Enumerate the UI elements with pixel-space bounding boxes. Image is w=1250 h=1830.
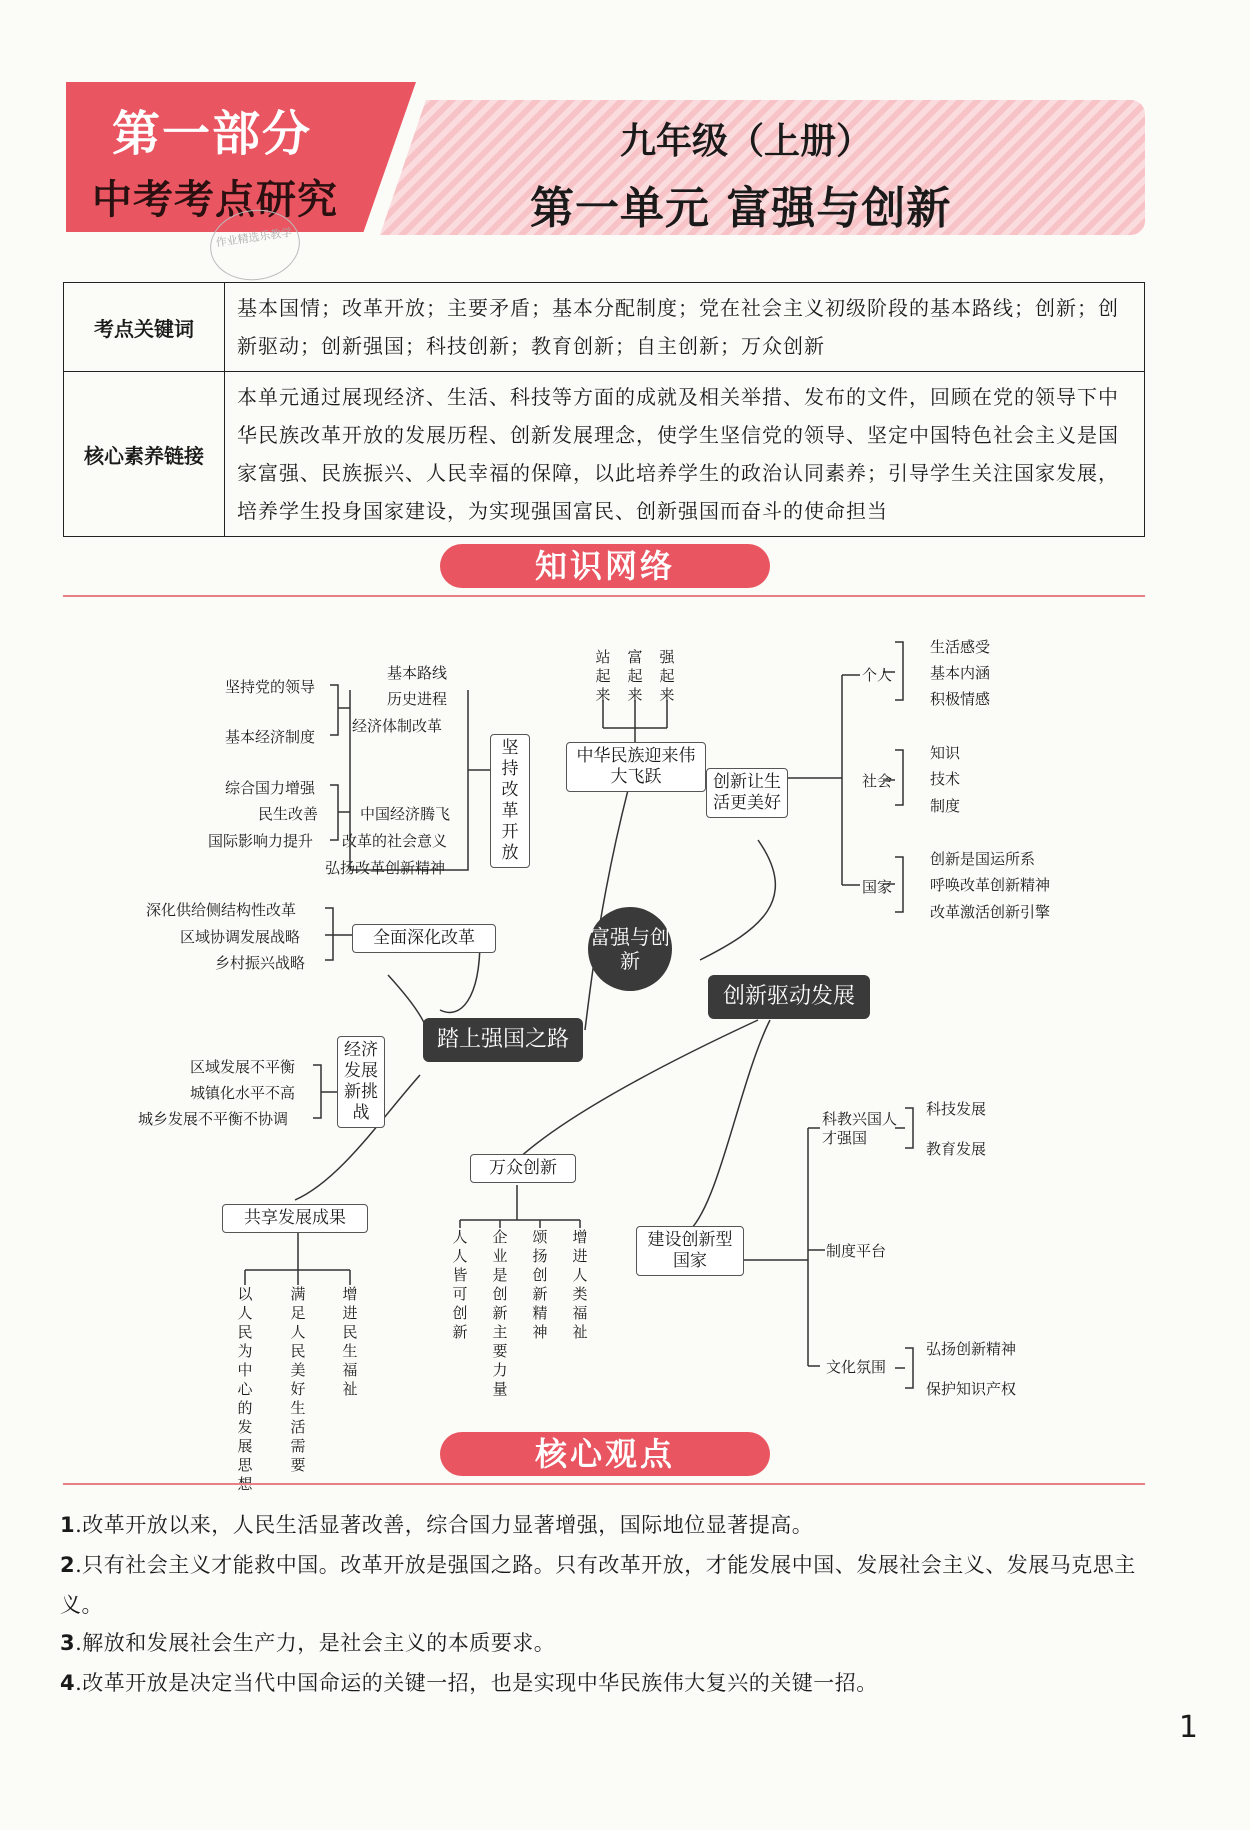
grade-title: 九年级（上册） <box>620 121 873 162</box>
reform-sub-item: 历史进程 <box>387 690 448 708</box>
leap-top-item: 富起来 <box>627 648 643 704</box>
build-box: 建设创新型国家 <box>636 1226 744 1276</box>
literacy-value: 本单元通过展现经济、生活、科技等方面的成就及相关举措、发布的文件，回顾在党的领导下中华民族改革开放的发展历程、创新发展理念，使学生坚信党的领导、坚定中国特色社会主义是国家富强、民族振兴、人民幸福的保障，以此培养学生的政治认同素养；引导学生关注国家发展，培养学生投身国家建设，为实现强国富民、创新强国而奋斗的使命担当 <box>225 372 1145 537</box>
reform-left-item: 国际影响力提升 <box>208 832 314 850</box>
part-title: 第一部分 <box>112 106 313 162</box>
core-point <box>60 1663 1150 1703</box>
build-group-label: 制度平台 <box>826 1242 887 1260</box>
core-point <box>60 1545 1150 1625</box>
reform-sub-item: 基本路线 <box>387 664 448 682</box>
build-item: 教育发展 <box>926 1140 987 1158</box>
page-number: 1 <box>1178 1710 1198 1745</box>
mass-box: 万众创新 <box>470 1154 576 1183</box>
reform-left-item: 综合国力增强 <box>225 779 316 797</box>
life-group-label: 个人 <box>862 666 893 684</box>
life-box: 创新让生活更美好 <box>706 768 788 818</box>
core-point <box>60 1505 1150 1545</box>
deepen-box: 全面深化改革 <box>352 924 496 953</box>
keywords-label: 考点关键词 <box>64 283 225 372</box>
core-point-number: 4 <box>60 1671 76 1695</box>
life-item: 生活感受 <box>930 638 991 656</box>
core-point-text: .改革开放是决定当代中国命运的关键一招，也是实现中华民族伟大复兴的关键一招。 <box>75 1671 878 1695</box>
core-section-title: 核心观点 <box>440 1432 770 1476</box>
share-box: 共享发展成果 <box>222 1204 368 1233</box>
core-point-text: .解放和发展社会生产力，是社会主义的本质要求。 <box>75 1631 556 1655</box>
core-point <box>60 1623 1150 1663</box>
mass-sub-item: 增进人类福祉 <box>572 1228 588 1341</box>
econ-left-item: 城乡发展不平衡不协调 <box>138 1110 289 1128</box>
reform-left-item: 民生改善 <box>258 805 319 823</box>
divider <box>63 1483 1145 1485</box>
econ-left-item: 区域发展不平衡 <box>190 1058 296 1076</box>
leap-box: 中华民族迎来伟大飞跃 <box>566 742 706 792</box>
life-item: 呼唤改革创新精神 <box>930 876 1051 894</box>
build-group-label: 文化氛围 <box>826 1358 887 1376</box>
leap-top-item: 强起来 <box>659 648 675 704</box>
road-node: 踏上强国之路 <box>423 1018 583 1062</box>
deepen-left-item: 乡村振兴战略 <box>215 954 306 972</box>
keywords-value: 基本国情；改革开放；主要矛盾；基本分配制度；党在社会主义初级阶段的基本路线；创新；创新驱动；创新强国；科技创新；教育创新；自主创新；万众创新 <box>225 283 1145 372</box>
reform-sub-item: 弘扬改革创新精神 <box>325 859 446 877</box>
build-group-label: 科教兴国人才强国 <box>822 1110 898 1147</box>
life-group-label: 国家 <box>862 878 893 896</box>
core-point-number: 2 <box>60 1553 76 1577</box>
leap-top-item: 站起来 <box>595 648 611 704</box>
reform-left-item: 坚持党的领导 <box>225 678 316 696</box>
life-item: 积极情感 <box>930 690 991 708</box>
core-point-text: .改革开放以来，人民生活显著改善，综合国力显著增强，国际地位显著提高。 <box>75 1513 814 1537</box>
share-sub-item: 增进民生福祉 <box>342 1285 358 1398</box>
deepen-left-item: 深化供给侧结构性改革 <box>146 901 297 919</box>
core-point-number: 3 <box>60 1631 76 1655</box>
watermark-stamp: 作业精选乐教学 <box>206 204 305 286</box>
life-item: 创新是国运所系 <box>930 850 1036 868</box>
mass-sub-item: 颂扬创新精神 <box>532 1228 548 1341</box>
reform-sub-item: 经济体制改革 <box>352 717 443 735</box>
reform-box: 坚持改革开放 <box>490 734 530 868</box>
life-item: 技术 <box>930 770 961 788</box>
core-point-number: 1 <box>60 1513 76 1537</box>
mass-sub-item: 人人皆可创新 <box>452 1228 468 1341</box>
deepen-left-item: 区域协调发展战略 <box>180 928 301 946</box>
drive-node: 创新驱动发展 <box>708 975 870 1019</box>
literacy-label: 核心素养链接 <box>64 372 225 537</box>
life-item: 基本内涵 <box>930 664 991 682</box>
center-node: 富强与创新 <box>588 907 672 991</box>
life-item: 制度 <box>930 797 961 815</box>
reform-sub-item: 中国经济腾飞 <box>360 805 451 823</box>
mass-sub-item: 企业是创新主要力量 <box>492 1228 508 1398</box>
build-item: 弘扬创新精神 <box>926 1340 1017 1358</box>
life-item: 改革激活创新引擎 <box>930 903 1051 921</box>
reform-sub-item: 改革的社会意义 <box>342 832 448 850</box>
part-subtitle: 中考考点研究 <box>92 177 338 223</box>
econ-box: 经济发展新挑战 <box>337 1036 385 1128</box>
build-item: 科技发展 <box>926 1100 987 1118</box>
reform-left-item: 基本经济制度 <box>225 728 316 746</box>
network-section-title: 知识网络 <box>440 544 770 588</box>
share-sub-item: 满足人民美好生活需要 <box>290 1285 306 1474</box>
share-sub-item: 以人民为中心的发展思想 <box>237 1285 253 1493</box>
life-group-label: 社会 <box>862 772 893 790</box>
econ-left-item: 城镇化水平不高 <box>190 1084 296 1102</box>
unit-title: 第一单元 富强与创新 <box>530 183 952 234</box>
build-item: 保护知识产权 <box>926 1380 1017 1398</box>
core-point-text: .只有社会主义才能救中国。改革开放是强国之路。只有改革开放，才能发展中国、发展社会主义、发展马克思主义。 <box>60 1553 1136 1617</box>
life-item: 知识 <box>930 744 961 762</box>
